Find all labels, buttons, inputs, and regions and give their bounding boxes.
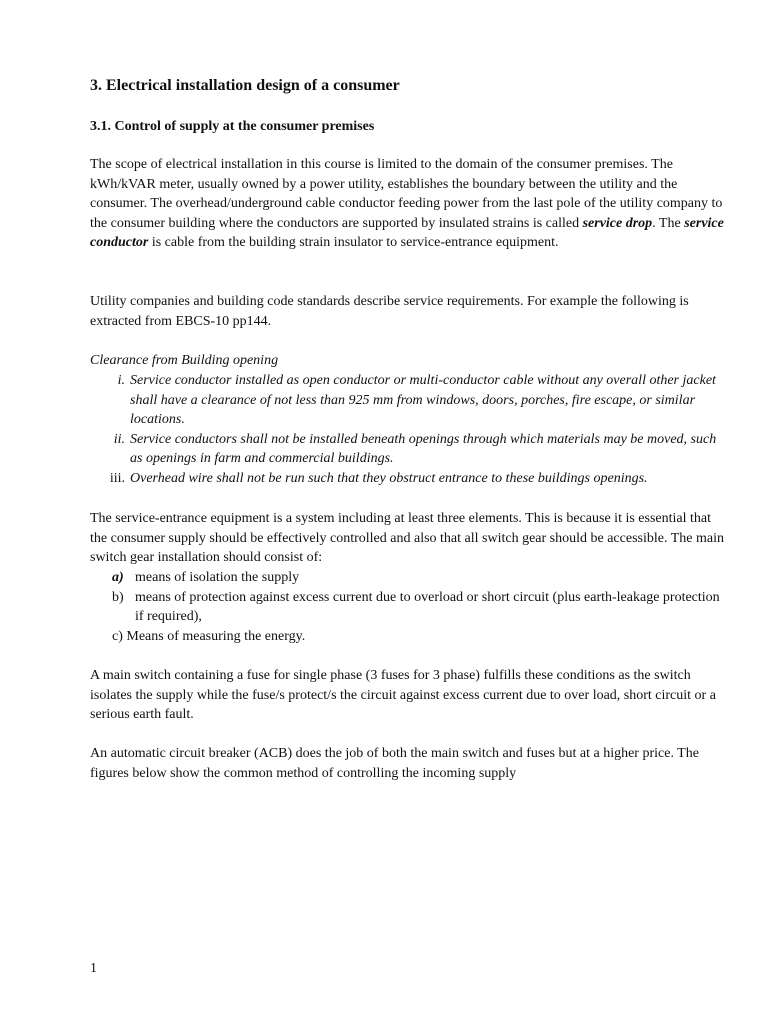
list-letter: a) xyxy=(112,570,124,585)
list-number: iii. xyxy=(109,470,125,486)
acb-paragraph: An automatic circuit breaker (ACB) does the job of both the main switch and fuses but at a higher price. The figures below show the common method of controlling the incoming supply xyxy=(90,746,699,781)
list-item-text: Overhead wire shall not be run such that they obstruct entrance to these buildings openings. xyxy=(130,470,648,486)
intro-paragraph xyxy=(90,155,730,253)
section-heading: 3. Electrical installation design of a consumer xyxy=(90,77,400,94)
intro-text-3: is cable from the building strain insulator to service-entrance equipment. xyxy=(148,235,559,251)
list-letter: b) xyxy=(112,589,124,605)
list-item-text: c) Means of measuring the energy. xyxy=(112,628,306,644)
service-entrance-paragraph: The service-entrance equipment is a system including at least three elements. This is because it is essential that the consumer supply should be effectively controlled and also that all switch gear should be accessible. The main switch gear installation should consist of: xyxy=(90,511,724,566)
element-item xyxy=(90,588,730,627)
service-requirements-paragraph: Utility companies and building code standards describe service requirements. For example the following is extracted from EBCS-10 pp144. xyxy=(90,294,689,329)
clearance-title: Clearance from Building opening xyxy=(90,353,279,368)
element-item xyxy=(90,627,730,647)
list-number: i. xyxy=(117,373,125,388)
list-number: ii. xyxy=(113,431,125,447)
switchgear-elements-list xyxy=(90,568,730,646)
clearance-list xyxy=(90,371,730,489)
clearance-item xyxy=(90,371,730,430)
clearance-item xyxy=(90,469,730,489)
term-service-conductor: service conductor xyxy=(90,215,724,251)
intro-text-2: . The xyxy=(652,215,685,231)
term-service-drop: service drop xyxy=(582,215,653,231)
list-item-text: means of protection against excess current due to overload or short circuit (plus earth-leakage protection if required), xyxy=(135,589,720,625)
element-item xyxy=(90,568,730,588)
list-item-text: Service conductors shall not be installed beneath openings through which materials may be moved, such as openings in farm and commercial buildings. xyxy=(130,431,717,467)
intro-text-1: The scope of electrical installation in this course is limited to the domain of the consumer premises. The kWh/kVAR meter, usually owned by a power utility, establishes the boundary between the utility and the consumer. The overhead/underground cable conductor feeding power from the last pole of the utility company to the consumer building where the conductors are supported by insulated strains is called xyxy=(90,157,723,231)
main-switch-paragraph: A main switch containing a fuse for single phase (3 fuses for 3 phase) fulfills these conditions as the switch isolates the supply while the fuse/s protect/s the circuit against excess current due to over load, short circuit or a serious earth fault. xyxy=(90,668,716,723)
page-number: 1 xyxy=(90,961,97,976)
subsection-heading: 3.1. Control of supply at the consumer premises xyxy=(90,119,375,134)
clearance-item xyxy=(90,430,730,469)
list-item-text: means of isolation the supply xyxy=(135,570,300,585)
list-item-text: Service conductor installed as open conductor or multi-conductor cable without any overall other jacket shall have a clearance of not less than 925 mm from windows, doors, porches, fire escape, or similar locations. xyxy=(130,373,716,428)
